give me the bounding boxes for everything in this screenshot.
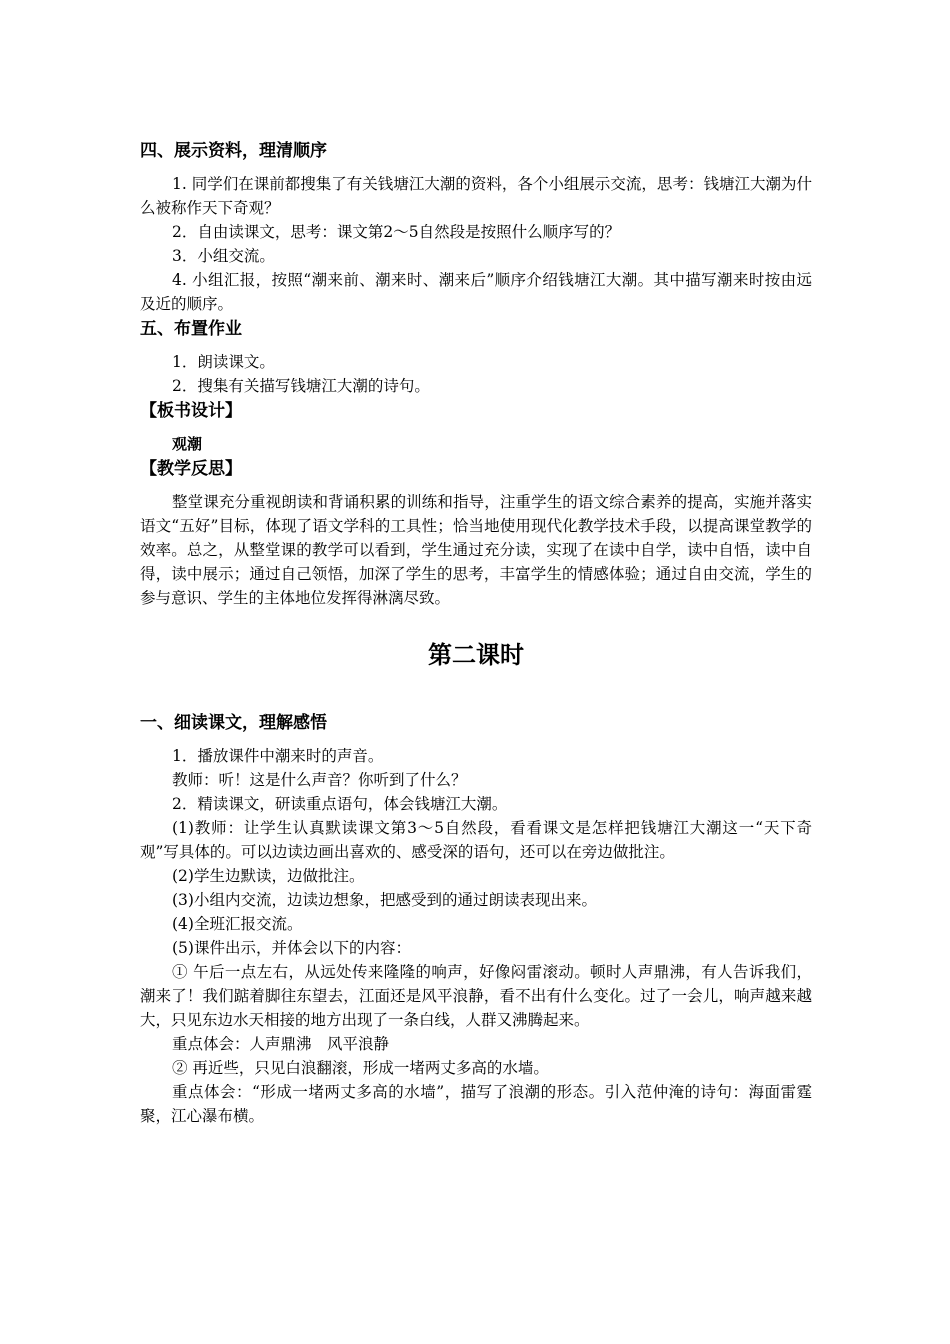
paragraph: (5)课件出示，并体会以下的内容： [172, 939, 411, 957]
section-heading: 四、展示资料，理清顺序 [140, 141, 327, 161]
paragraph: 1．朗读课文。 [172, 353, 275, 371]
document-body [140, 138, 812, 1128]
paragraph: (1)教师：让学生认真默读课文第3～5自然段，看看课文是怎样把钱塘江大潮这一“天下奇观”写具体的。可以边读边画出喜欢的、感受深的语句，还可以在旁边做批注。 [140, 819, 812, 861]
lesson-title: 第二课时 [428, 641, 524, 669]
reflection-heading: 【教学反思】 [140, 459, 242, 479]
paragraph: (3)小组内交流，边读边想象，把感受到的通过朗读表现出来。 [172, 891, 597, 909]
paragraph: ① 午后一点左右，从远处传来隆隆的响声，好像闷雷滚动。顿时人声鼎沸，有人告诉我们，潮来了！我们踮着脚往东望去，江面还是风平浪静，看不出有什么变化。过了一会儿，响声越来越大，只见东边水天相接的地方出现了一条白线，人群又沸腾起来。 [140, 963, 812, 1029]
paragraph: ② 再近些，只见白浪翻滚，形成一堵两丈多高的水墙。 [172, 1059, 549, 1077]
board-design-heading: 【板书设计】 [140, 401, 242, 421]
section-heading: 五、布置作业 [140, 319, 242, 339]
paragraph: 4. 小组汇报，按照“潮来前、潮来时、潮来后”顺序介绍钱塘江大潮。其中描写潮来时按由远及近的顺序。 [140, 271, 812, 313]
paragraph: 重点体会：人声鼎沸 风平浪静 [172, 1035, 390, 1053]
reflection-paragraph: 整堂课充分重视朗读和背诵积累的训练和指导，注重学生的语文综合素养的提高，实施并落实语文“五好”目标，体现了语文学科的工具性；恰当地使用现代化教学技术手段，以提高课堂教学的效率。总之，从整堂课的教学可以看到，学生通过充分读，实现了在读中自学，读中自悟，读中自得，读中展示；通过自己领悟，加深了学生的思考，丰富学生的情感体验；通过自由交流，学生的参与意识、学生的主体地位发挥得淋漓尽致。 [140, 493, 812, 607]
paragraph: 1. 同学们在课前都搜集了有关钱塘江大潮的资料，各个小组展示交流，思考：钱塘江大潮为什么被称作天下奇观？ [140, 175, 812, 217]
paragraph: (2)学生边默读，边做批注。 [172, 867, 365, 885]
section-heading: 一、细读课文，理解感悟 [140, 713, 327, 733]
paragraph: 2．精读课文，研读重点语句，体会钱塘江大潮。 [172, 795, 508, 813]
paragraph: 3．小组交流。 [172, 247, 275, 265]
paragraph: 重点体会：“形成一堵两丈多高的水墙”，描写了浪潮的形态。引入范仲淹的诗句：海面雷霆聚，江心瀑布横。 [140, 1083, 812, 1125]
paragraph: 2．自由读课文，思考：课文第2～5自然段是按照什么顺序写的？ [172, 223, 621, 241]
paragraph: 2．搜集有关描写钱塘江大潮的诗句。 [172, 377, 430, 395]
paragraph: (4)全班汇报交流。 [172, 915, 303, 933]
paragraph: 1．播放课件中潮来时的声音。 [172, 747, 384, 765]
paragraph: 教师：听！这是什么声音？你听到了什么？ [172, 771, 467, 789]
board-design-content: 观潮 [172, 435, 203, 453]
